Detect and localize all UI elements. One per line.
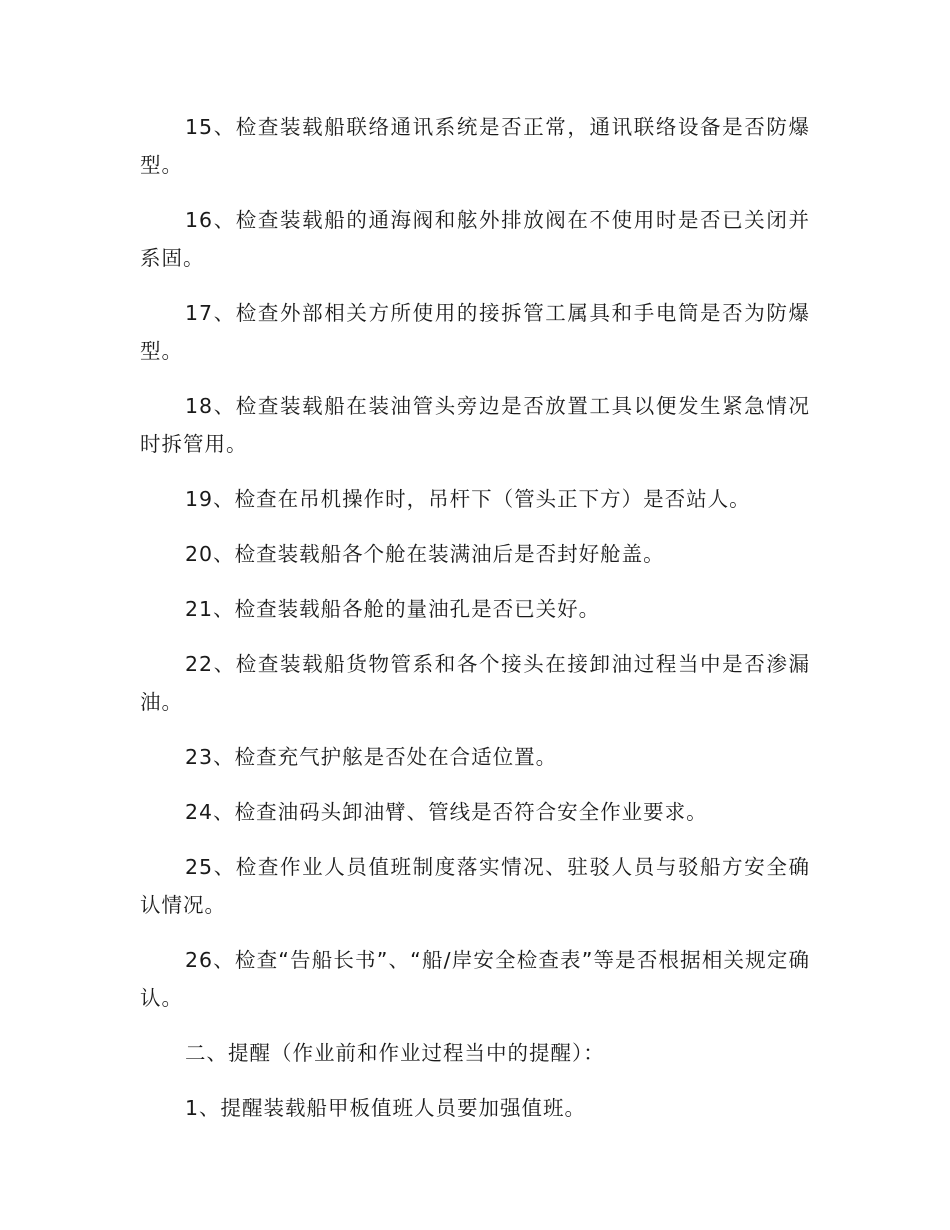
paragraph-item-19: 19、检查在吊机操作时，吊杆下（管头正下方）是否站人。	[185, 487, 751, 511]
reminder-item-1: 1、提醒装载船甲板值班人员要加强值班。	[185, 1096, 587, 1120]
paragraph-item-16: 16、检查装载船的通海阀和舷外排放阀在不使用时是否已关闭并系固。	[140, 208, 810, 270]
paragraph-item-17: 17、检查外部相关方所使用的接拆管工属具和手电筒是否为防爆型。	[140, 301, 810, 363]
paragraph-item-21: 21、检查装载船各舱的量油孔是否已关好。	[185, 597, 601, 621]
paragraph-item-24: 24、检查油码头卸油臂、管线是否符合安全作业要求。	[185, 800, 708, 824]
paragraph-item-22: 22、检查装载船货物管系和各个接头在接卸油过程当中是否渗漏油。	[140, 652, 810, 714]
paragraph-item-26: 26、检查“告船长书”、“船/岸安全检查表”等是否根据相关规定确认。	[140, 948, 810, 1010]
paragraph-item-15: 15、检查装载船联络通讯系统是否正常，通讯联络设备是否防爆型。	[140, 115, 810, 177]
paragraph-item-23: 23、检查充气护舷是否处在合适位置。	[185, 745, 558, 769]
paragraph-item-25: 25、检查作业人员值班制度落实情况、驻驳人员与驳船方安全确认情况。	[140, 855, 810, 917]
paragraph-item-20: 20、检查装载船各个舱在装满油后是否封好舱盖。	[185, 542, 665, 566]
section-heading-reminders: 二、提醒（作业前和作业过程当中的提醒）：	[185, 1041, 605, 1065]
paragraph-item-18: 18、检查装载船在装油管头旁边是否放置工具以便发生紧急情况时拆管用。	[140, 394, 810, 456]
document-body	[140, 108, 810, 1144]
